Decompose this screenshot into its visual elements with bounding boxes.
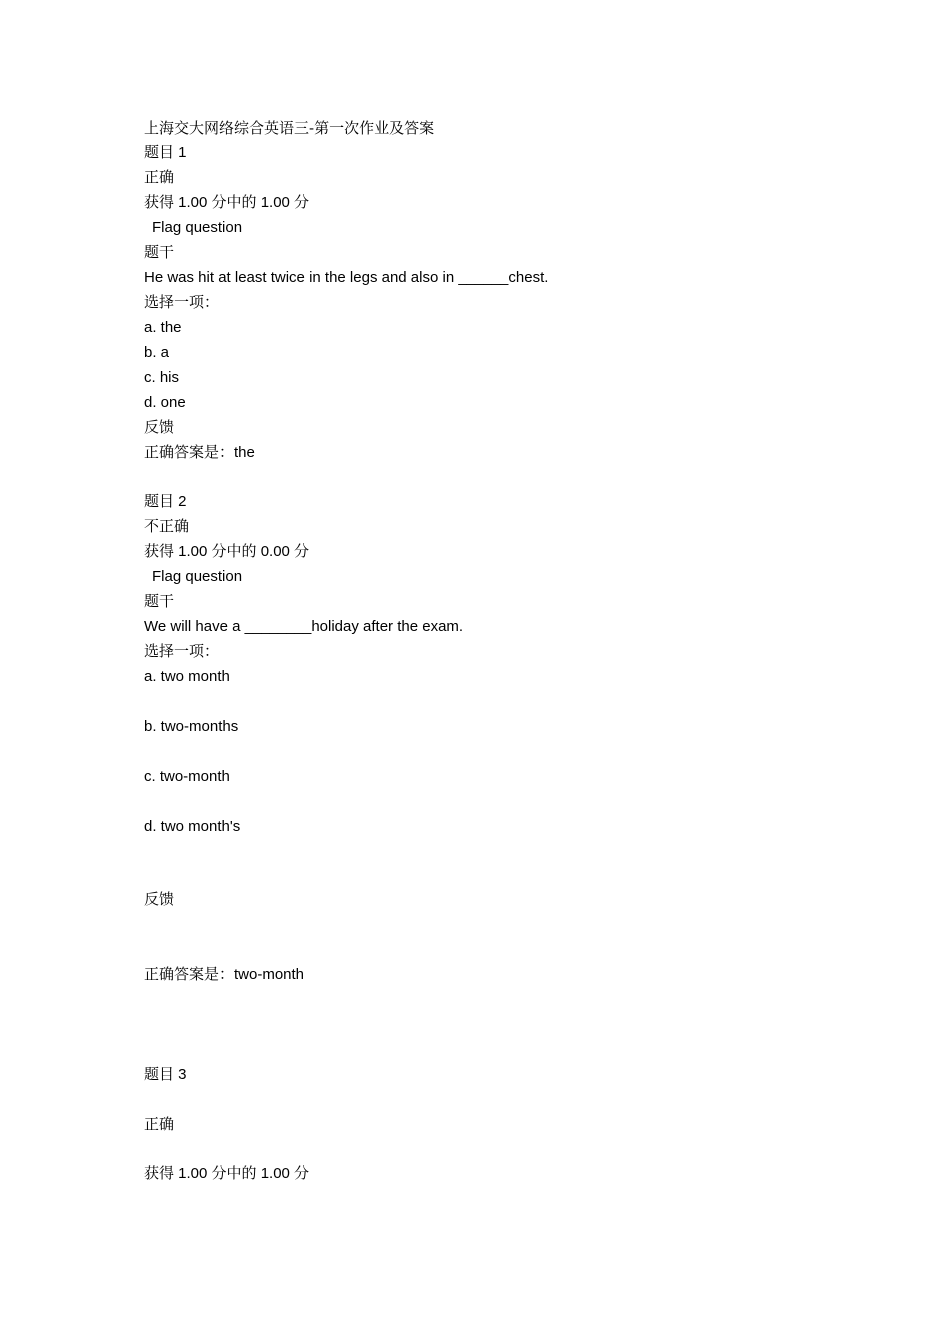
q1-stem-label: 题干	[144, 244, 175, 261]
q2-option-b[interactable]: b. two-months	[144, 718, 239, 735]
q1-correct-answer: 正确答案是：the	[144, 444, 255, 461]
q1-number: 题目 1	[144, 144, 187, 161]
q1-flag-question[interactable]: Flag question	[152, 219, 243, 236]
q3-number: 题目 3	[144, 1066, 187, 1083]
q2-number: 题目 2	[144, 493, 187, 510]
q2-status: 不正确	[144, 518, 190, 535]
q1-option-d[interactable]: d. one	[144, 394, 186, 411]
q2-score: 获得 1.00 分中的 0.00 分	[144, 543, 310, 560]
q2-flag-question[interactable]: Flag question	[152, 568, 243, 585]
q2-correct-answer: 正确答案是：two-month	[144, 966, 305, 983]
q2-stem: We will have a ________holiday after the exam.	[144, 618, 464, 635]
q1-status: 正确	[144, 169, 175, 186]
q2-option-c[interactable]: c. two-month	[144, 768, 230, 785]
q2-stem-label: 题干	[144, 593, 175, 610]
document-title: 上海交大网络综合英语三-第一次作业及答案	[144, 119, 435, 137]
q3-score: 获得 1.00 分中的 1.00 分	[144, 1165, 310, 1182]
q2-feedback-label: 反馈	[144, 891, 175, 908]
q1-feedback-label: 反馈	[144, 419, 175, 436]
q1-stem: He was hit at least twice in the legs and also in ______chest.	[144, 269, 549, 286]
q1-option-a[interactable]: a. the	[144, 319, 182, 336]
q2-choose-label: 选择一项：	[144, 643, 220, 660]
q1-option-b[interactable]: b. a	[144, 344, 170, 361]
q3-status: 正确	[144, 1116, 175, 1133]
q1-choose-label: 选择一项：	[144, 294, 220, 311]
q1-score: 获得 1.00 分中的 1.00 分	[144, 194, 310, 211]
q2-option-d[interactable]: d. two month's	[144, 818, 241, 835]
q2-option-a[interactable]: a. two month	[144, 668, 230, 685]
q1-option-c[interactable]: c. his	[144, 369, 180, 386]
